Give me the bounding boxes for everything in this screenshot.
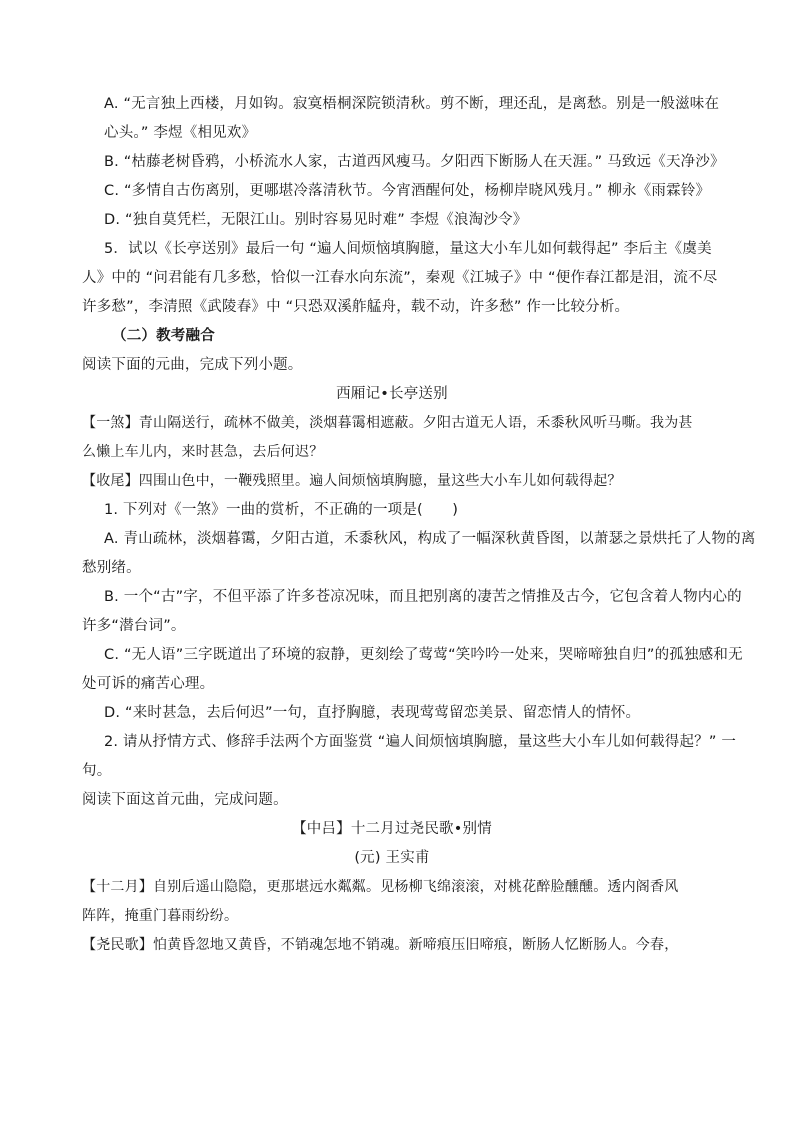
question-1-option-a-line-1: A. 青山疏林，淡烟暮霭，夕阳古道，禾黍秋风，构成了一幅深秋黄昏图，以萧瑟之景烘托了人物的离 bbox=[104, 531, 756, 547]
yaominge-line: 【尧民歌】怕黄昏忽地又黄昏，不销魂怎地不销魂。新啼痕压旧啼痕，断肠人忆断肠人。今春， bbox=[82, 937, 679, 953]
document-body bbox=[82, 90, 756, 960]
question-5-line-1: 5．试以《长亭送别》最后一句 “遍人间烦恼填胸臆，量这大小车儿如何载得起” 李后主《虞美 bbox=[104, 241, 712, 257]
choice-a-line-1: A. “无言独上西楼，月如钩。寂寞梧桐深院锁清秋。剪不断，理还乱，是离愁。别是一般滋味在 bbox=[104, 96, 720, 112]
question-2-line-2: 句。 bbox=[82, 763, 112, 779]
question-1-option-b-line-1: B. 一个“古”字，不但平添了许多苍凉况味，而且把别离的凄苦之情推及古今，它包含着人物内心的 bbox=[104, 589, 742, 605]
choice-c: C. “多情自古伤离别，更哪堪冷落清秋节。今宵酒醒何处，杨柳岸晓风残月。” 柳永《雨霖铃》 bbox=[104, 183, 711, 199]
question-5-line-2: 人》中的 “问君能有几多愁，恰似一江春水向东流”，秦观《江城子》中 “便作春江都是泪，流不尽 bbox=[82, 270, 718, 286]
question-1-option-c-line-2: 处可诉的痛苦心理。 bbox=[82, 676, 215, 692]
poem-title-2: 【中吕】十二月过尧民歌•别情 bbox=[292, 821, 492, 837]
reading-instruction-1: 阅读下面的元曲，完成下列小题。 bbox=[82, 357, 303, 373]
question-2-line-1: 2. 请从抒情方式、修辞手法两个方面鉴赏 “遍人间烦恼填胸臆，量这些大小车儿如何载得起？” 一 bbox=[104, 734, 737, 750]
yisha-line-1: 【一煞】青山隔送行，疏林不做美，淡烟暮霭相遮蔽。夕阳古道无人语，禾黍秋风听马嘶。我为甚 bbox=[82, 415, 693, 431]
question-1-option-a-line-2: 愁别绪。 bbox=[82, 560, 141, 576]
poem-author: (元) 王实甫 bbox=[354, 850, 430, 866]
shouwei-line: 【收尾】四围山色中，一鞭残照里。遍人间烦恼填胸臆，量这些大小车儿如何载得起？ bbox=[82, 473, 622, 489]
question-5-line-3: 许多愁”，李清照《武陵春》中 “只恐双溪舴艋舟，载不动，许多愁” 作一比较分析。 bbox=[82, 299, 630, 315]
yisha-line-2: 么懒上车儿内，来时甚急，去后何迟？ bbox=[82, 444, 324, 460]
question-1-option-d: D. “来时甚急，去后何迟”一句，直抒胸臆，表现莺莺留恋美景、留恋情人的情怀。 bbox=[104, 705, 641, 721]
poem-title-1: 西厢记•长亭送别 bbox=[336, 386, 448, 402]
question-1-stem: 1. 下列对《一煞》一曲的赏析，不正确的一项是( ) bbox=[104, 502, 459, 518]
choice-b: B. “枯藤老树昏鸦，小桥流水人家，古道西风瘦马。夕阳西下断肠人在天涯。” 马致远《天净沙》 bbox=[104, 154, 725, 170]
section-heading: （二）教考融合 bbox=[112, 328, 215, 344]
shieryue-line-2: 阵阵，掩重门暮雨纷纷。 bbox=[82, 908, 239, 924]
choice-a-line-2: 心头。” 李煜《相见欢》 bbox=[104, 125, 257, 141]
reading-instruction-2: 阅读下面这首元曲，完成问题。 bbox=[82, 792, 288, 808]
question-1-option-c-line-1: C. “无人语”三字既道出了环境的寂静，更刻绘了莺莺“笑吟吟一处来，哭啼啼独自归”的孤独感和无 bbox=[104, 647, 743, 663]
shieryue-line-1: 【十二月】自别后遥山隐隐，更那堪远水粼粼。见杨柳飞绵滚滚，对桃花醉脸醺醺。透内阁香风 bbox=[82, 879, 679, 895]
question-1-option-b-line-2: 许多“潜台词”。 bbox=[82, 618, 186, 634]
choice-d: D. “独自莫凭栏，无限江山。别时容易见时难” 李煜《浪淘沙令》 bbox=[104, 212, 528, 228]
